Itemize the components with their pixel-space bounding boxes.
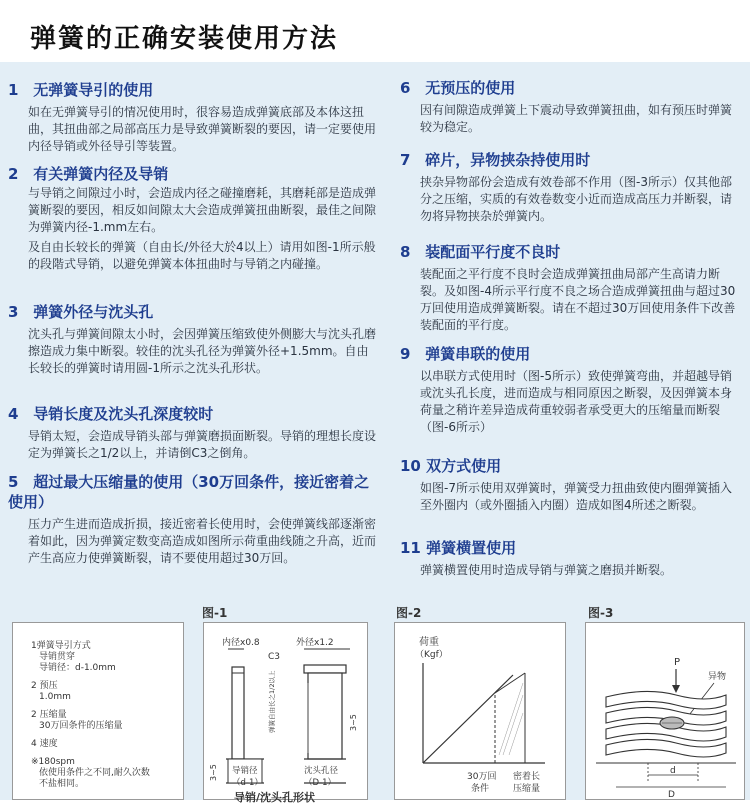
- section-body: 导销太短，会造成导销头部与弹簧磨损面断裂。导销的理想长度设定为弹簧长之1/2以上，并请倒C3之倒角。: [28, 429, 377, 460]
- pin-sub: （d-1）: [232, 778, 263, 788]
- section-2: [8, 164, 378, 273]
- section-title: 弹簧横置使用: [426, 539, 517, 557]
- section-heading: [8, 302, 378, 322]
- section-title: 弹簧外径与沈头孔: [33, 303, 154, 321]
- foreign-label: 异物: [708, 672, 727, 682]
- section-number: 1: [8, 81, 19, 99]
- inner-dia-label: 内径x0.8: [222, 638, 260, 648]
- x-label-2b: 压缩量: [513, 784, 541, 794]
- section-number: 2: [8, 165, 19, 183]
- section-number: 6: [400, 79, 411, 97]
- legend-item: 导销贯穿: [39, 652, 76, 662]
- legend-item: 导销径：d-1.0mm: [39, 663, 116, 673]
- section-heading: [8, 472, 378, 512]
- section-body: 及自由长较长的弹簧（自由长/外径大於4以上）请用如图-1所示般的段階式导销，以避免弹簧本体扭曲时与导销之内碰撞。: [28, 240, 376, 271]
- section-5: [8, 472, 378, 567]
- section-number: 4: [8, 405, 19, 423]
- section-heading: [400, 78, 742, 98]
- section-body: 因有间隙造成弹簧上下震动导致弹簧扭曲，如有预压时弹簧较为稳定。: [420, 103, 733, 134]
- x-label-2: 密着长: [513, 772, 541, 782]
- title-bar: [0, 0, 750, 62]
- section-number: 11: [400, 539, 421, 557]
- legend-item: 不盐相同。: [39, 779, 85, 789]
- section-4: [8, 404, 378, 462]
- section-title: 超过最大压缩量的使用（30万回条件，接近密着之使用）: [8, 473, 370, 511]
- legend-item: 2 预压: [31, 681, 58, 691]
- section-heading: [400, 150, 742, 170]
- D-label: D: [668, 790, 675, 799]
- hole-label: 沈头孔径: [304, 766, 339, 776]
- section-body: 沈头孔与弹簧间隙太小时，会因弹簧压缩致使外侧膨大与沈头孔磨擦造成力集中断裂。较佳的沈头孔径为弹簧外径+1.5mm。自由长较长的弹簧时请用圆-1所示之沈头孔形状。: [28, 327, 377, 375]
- section-number: 5: [8, 473, 19, 491]
- section-body: 如在无弹簧导引的情况使用时，很容易造成弹簧底部及本体这扭曲，其扭曲部之局部高压力是导致弹簧断裂的要因，请一定要使用内径导销或外径导引等装置。: [28, 105, 377, 153]
- section-title: 碎片，异物挟杂持使用时: [425, 151, 591, 169]
- section-10: [400, 456, 742, 514]
- legend-item: ※180spm: [31, 757, 75, 767]
- figure-3-label: 图-3: [588, 606, 614, 620]
- figure-3: [585, 622, 745, 800]
- section-heading: [400, 344, 742, 364]
- section-body: 如图-7所示使用双弹簧时，弹簧受力扭曲致使内圈弹簧插入至外圈内（或外圈插入内圈）造成如图4所述之断裂。: [420, 481, 732, 512]
- figure-1-label: 图-1: [202, 606, 228, 620]
- section-3: [8, 302, 378, 377]
- c3-label: C3: [268, 652, 281, 662]
- section-number: 7: [400, 151, 411, 169]
- legend-item: 1.0mm: [39, 692, 71, 702]
- section-body: 以串联方式使用时（图-5所示）致使弹簧弯曲，并超越导销或沈头孔长度，进而造成与相同原因之断裂，及因弹簧本身荷量之稍许差异造成荷重较弱者承受更大的压缩量而断裂（图-6所示）: [420, 369, 733, 434]
- side-note: 弹簧自由长之1/2以上: [268, 670, 276, 733]
- pin-label: 导销径: [232, 766, 258, 776]
- section-7: [400, 150, 742, 225]
- section-8: [400, 242, 742, 334]
- legend-item: 30万回条件的压缩量: [39, 721, 123, 731]
- section-number: 8: [400, 243, 411, 261]
- section-heading: [400, 456, 742, 476]
- legend-item: 4 速度: [31, 739, 58, 749]
- section-heading: [8, 164, 378, 184]
- p-label: P: [674, 657, 681, 668]
- section-9: [400, 344, 742, 436]
- y-axis-label: 荷重: [419, 637, 439, 648]
- section-title: 双方式使用: [426, 457, 502, 475]
- section-body: 挟杂异物部份会造成有效卷部不作用（图-3所示）仅其他部分之压缩，实质的有效卷数变小近而造成高压力并断裂，请勿将异物挟杂於弹簧内。: [420, 175, 733, 223]
- figures-area: [0, 600, 750, 804]
- figure-2: [394, 622, 566, 800]
- section-heading: [400, 538, 742, 558]
- section-body: 与导销之间隙过小时，会造成内径之碰撞磨耗，其磨耗部是造成弹簧断裂的要因，相反如间隙太大会造成弹簧扭曲断裂，最佳之间隙为弹簧内径-1.mm左右。: [28, 186, 377, 234]
- section-title: 弹簧串联的使用: [425, 345, 531, 363]
- section-heading: [400, 242, 742, 262]
- section-heading: [8, 404, 378, 424]
- section-body: 弹簧横置使用时造成导销与弹簧之磨损并断裂。: [420, 563, 673, 577]
- y-axis-unit: （Kgf）: [415, 650, 448, 660]
- section-1: [8, 80, 378, 155]
- section-body: 压力产生进而造成折损，接近密着长使用时，会使弹簧线部逐渐密着如此，因为弹簧定数变高造成如图所示荷重曲线随之升高，近而产生高应力使弹簧断裂，请不要使用超过30万回。: [28, 517, 377, 565]
- d-label: d: [670, 766, 676, 776]
- x-label-1: 30万回: [467, 772, 497, 782]
- section-title: 无弹簧导引的使用: [33, 81, 154, 99]
- figure-2-label: 图-2: [396, 606, 422, 620]
- figure-3-drawing: [586, 623, 744, 799]
- section-title: 有关弹簧内径及导销: [33, 165, 169, 183]
- section-number: 3: [8, 303, 19, 321]
- section-6: [400, 78, 742, 136]
- figure-2-chart: [395, 623, 565, 799]
- legend-item: 2 压缩量: [31, 710, 67, 720]
- legend-item: 依使用条件之不同,耐久次数: [39, 768, 150, 778]
- section-11: [400, 538, 742, 579]
- figure-1-caption: 导销/沈头孔形状: [234, 791, 316, 804]
- section-number: 9: [400, 345, 411, 363]
- x-label-1b: 条件: [471, 784, 490, 794]
- section-title: 导销长度及沈头孔深度较时: [33, 405, 214, 423]
- section-body: 装配面之平行度不良时会造成弹簧扭曲局部产生高请力断裂。及如图-4所示平行度不良之场合造成弹簧扭曲与超过30万回使用造成弹簧断裂。请在不超过30万回使用条件下改善装配面的平行度。: [420, 267, 736, 332]
- section-title: 装配面平行度不良时: [425, 243, 561, 261]
- figure-1: [203, 622, 368, 804]
- legend-box: [12, 622, 184, 800]
- dim-right: 3~5: [349, 714, 358, 731]
- section-heading: [8, 80, 378, 100]
- page-title: 弹簧的正确安装使用方法: [30, 24, 339, 54]
- dim-left: 3~5: [209, 764, 218, 781]
- hole-sub: （D-1）: [304, 778, 337, 788]
- section-title: 无预压的使用: [425, 79, 516, 97]
- outer-dia-label: 外径x1.2: [296, 638, 334, 648]
- section-number: 10: [400, 457, 421, 475]
- legend-item: 1弹簧导引方式: [31, 641, 91, 651]
- figure-1-drawing: [204, 623, 367, 799]
